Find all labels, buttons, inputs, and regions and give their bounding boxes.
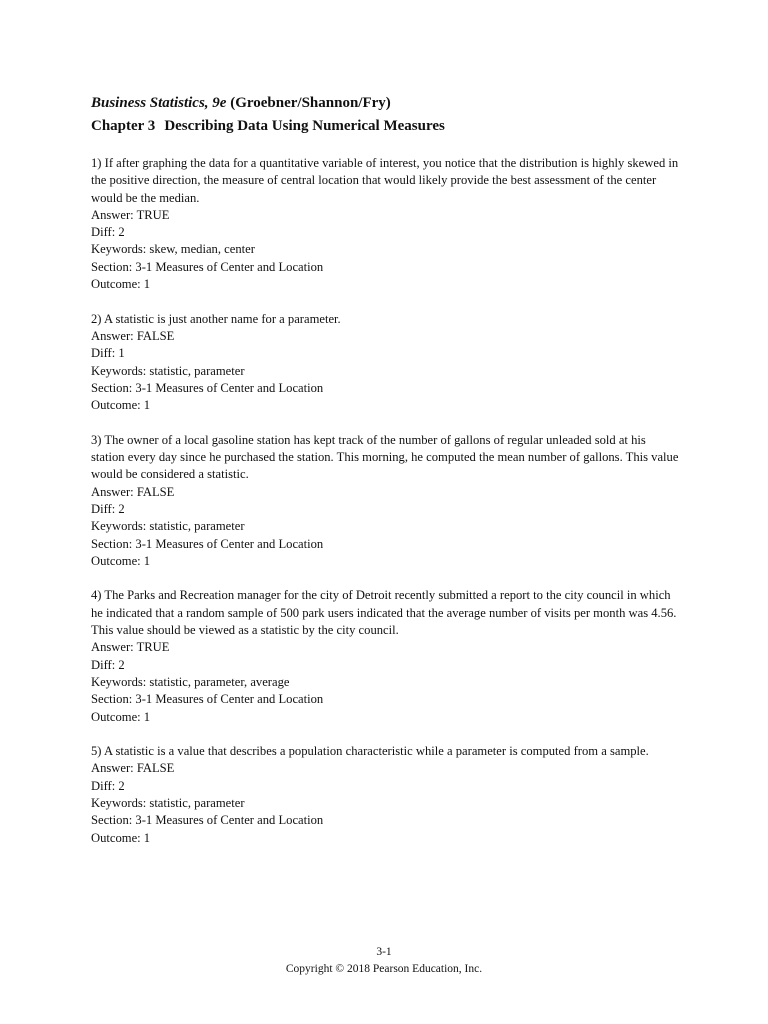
- question-item: [91, 311, 681, 415]
- book-title: Business Statistics, 9e: [91, 95, 227, 111]
- question-text: 4) The Parks and Recreation manager for the city of Detroit recently submitted a report to the city council in which he indicated that a random sample of 500 park users indicated that the average number of visits per month was 4.56. This value should be viewed as a statistic by the city council.: [91, 588, 677, 638]
- chapter-title: Describing Data Using Numerical Measures: [164, 118, 445, 134]
- outcome-line: Outcome: 1: [91, 553, 151, 568]
- book-title-line: [91, 93, 691, 113]
- section-line: Section: 3-1 Measures of Center and Location: [91, 692, 324, 707]
- section-line: Section: 3-1 Measures of Center and Location: [91, 380, 324, 395]
- document-header: [91, 93, 691, 136]
- question-item: [91, 743, 681, 847]
- outcome-line: Outcome: 1: [91, 830, 151, 845]
- chapter-label: Chapter 3: [91, 118, 156, 134]
- answer-line: Answer: TRUE: [91, 207, 170, 222]
- question-text: 5) A statistic is a value that describes a population characteristic while a parameter is computed from a sample.: [91, 744, 649, 759]
- keywords-line: Keywords: statistic, parameter: [91, 363, 245, 378]
- question-text: 1) If after graphing the data for a quantitative variable of interest, you notice that the distribution is highly skewed in the positive direction, the measure of central location that would likely provide the best assessment of the center would be the median.: [91, 156, 679, 205]
- question-text: 3) The owner of a local gasoline station has kept track of the number of gallons of regular unleaded sold at his station every day since he purchased the station. This morning, he computed the mean number of gallons. This value would be considered a statistic.: [91, 432, 679, 482]
- chapter-heading: [91, 116, 691, 136]
- difficulty-line: Diff: 2: [91, 225, 125, 240]
- section-line: Section: 3-1 Measures of Center and Location: [91, 536, 324, 551]
- question-text: 2) A statistic is just another name for a parameter.: [91, 311, 341, 326]
- outcome-line: Outcome: 1: [91, 277, 151, 292]
- difficulty-line: Diff: 2: [91, 501, 125, 516]
- answer-line: Answer: FALSE: [91, 761, 175, 776]
- page-footer: [0, 944, 768, 978]
- question-list: [91, 155, 681, 864]
- answer-line: Answer: FALSE: [91, 328, 175, 343]
- question-item: [91, 155, 681, 293]
- question-item: [91, 432, 681, 570]
- outcome-line: Outcome: 1: [91, 709, 151, 724]
- difficulty-line: Diff: 2: [91, 657, 125, 672]
- difficulty-line: Diff: 1: [91, 346, 125, 361]
- question-item: [91, 587, 681, 725]
- section-line: Section: 3-1 Measures of Center and Location: [91, 813, 324, 828]
- copyright-notice: Copyright © 2018 Pearson Education, Inc.: [285, 963, 483, 975]
- answer-line: Answer: FALSE: [91, 484, 175, 499]
- outcome-line: Outcome: 1: [91, 398, 151, 413]
- keywords-line: Keywords: skew, median, center: [91, 242, 255, 257]
- page-number: 3-1: [376, 946, 392, 958]
- section-line: Section: 3-1 Measures of Center and Location: [91, 259, 324, 274]
- difficulty-line: Diff: 2: [91, 778, 125, 793]
- answer-line: Answer: TRUE: [91, 640, 170, 655]
- book-authors: (Groebner/Shannon/Fry): [226, 95, 391, 111]
- keywords-line: Keywords: statistic, parameter: [91, 795, 245, 810]
- keywords-line: Keywords: statistic, parameter, average: [91, 674, 290, 689]
- keywords-line: Keywords: statistic, parameter: [91, 519, 245, 534]
